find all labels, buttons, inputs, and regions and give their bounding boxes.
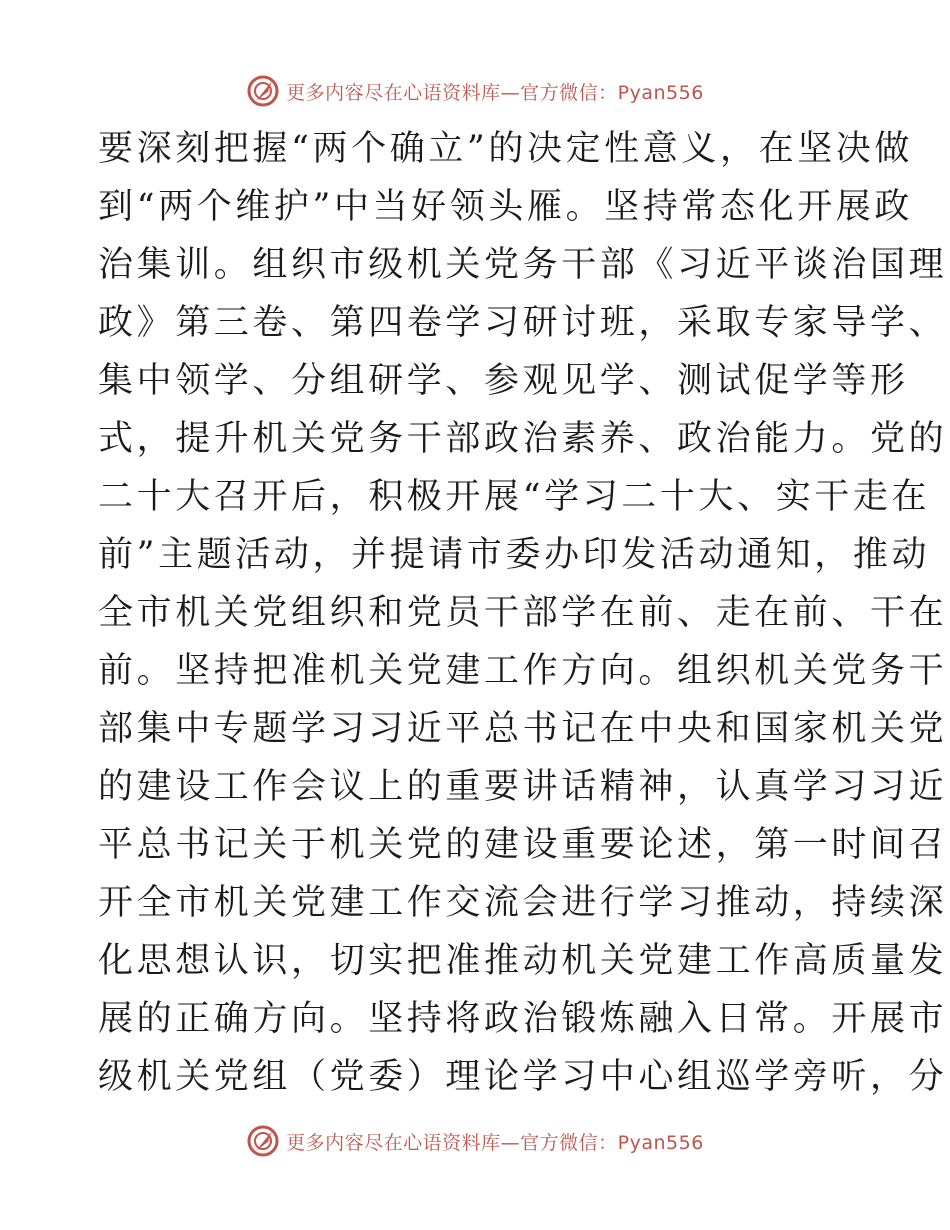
text-line: 展的正确方向。坚持将政治锻炼融入日常。开展市 [98, 999, 948, 1039]
quill-logo-icon [246, 1124, 280, 1158]
text-line: 式，提升机关党务干部政治素养、政治能力。党的 [98, 419, 948, 459]
header-watermark [0, 74, 950, 108]
text-line: 部集中专题学习习近平总书记在中央和国家机关党 [98, 709, 948, 749]
document-body [98, 120, 948, 1106]
text-line: 全市机关党组织和党员干部学在前、走在前、干在 [98, 593, 948, 633]
text-line: 化思想认识，切实把准推动机关党建工作高质量发 [98, 941, 948, 981]
watermark-text: 更多内容尽在心语资料库—官方微信：Pyan556 [286, 81, 704, 104]
watermark-text: 更多内容尽在心语资料库—官方微信：Pyan556 [286, 1131, 704, 1154]
text-line: 集中领学、分组研学、参观见学、测试促学等形 [98, 361, 909, 401]
quill-logo-icon [246, 74, 280, 108]
text-line: 前。坚持把准机关党建工作方向。组织机关党务干 [98, 651, 948, 691]
text-line: 平总书记关于机关党的建设重要论述，第一时间召 [98, 825, 948, 865]
text-line: 到“两个维护”中当好领头雁。坚持常态化开展政 [98, 187, 913, 227]
text-line: 要深刻把握“两个确立”的决定性意义，在坚决做 [98, 129, 913, 169]
text-line: 的建设工作会议上的重要讲话精神，认真学习习近 [98, 767, 948, 807]
text-line: 开全市机关党建工作交流会进行学习推动，持续深 [98, 883, 948, 923]
text-line: 前”主题活动，并提请市委办印发活动通知，推动 [98, 535, 931, 575]
text-line: 政》第三卷、第四卷学习研讨班，采取专家导学、 [98, 303, 948, 343]
text-line: 级机关党组（党委）理论学习中心组巡学旁听，分 [98, 1057, 948, 1097]
text-line: 治集训。组织市级机关党务干部《习近平谈治国理 [98, 245, 948, 285]
footer-watermark [0, 1124, 950, 1158]
text-line: 二十大召开后，积极开展“学习二十大、实干走在 [98, 477, 931, 517]
